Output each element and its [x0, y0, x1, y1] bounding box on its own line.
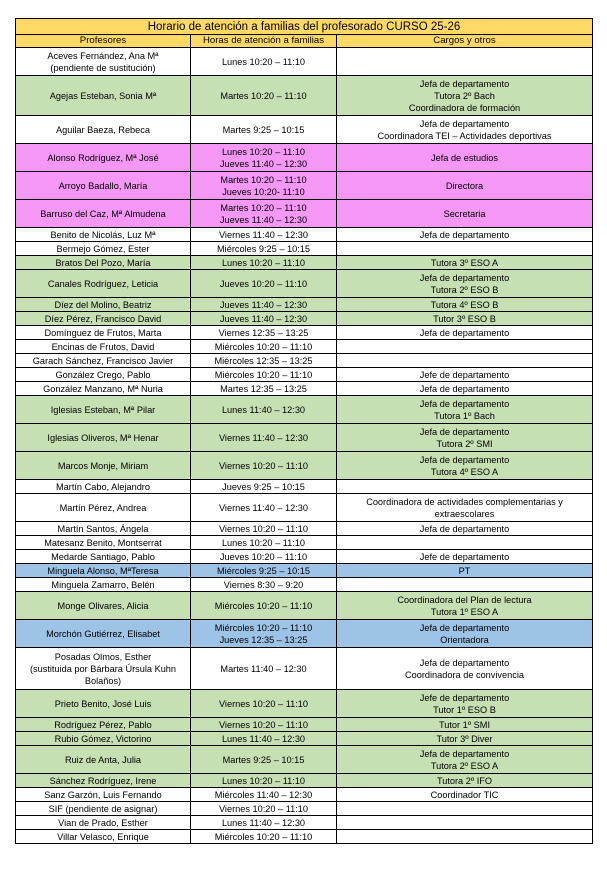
hours-cell — [191, 424, 337, 452]
table-row — [16, 368, 593, 382]
cargo-line: Jefe de departamento — [419, 551, 510, 562]
teacher-name-cell — [16, 452, 191, 480]
teacher-name-line: Martín Santos, Ángela — [57, 523, 149, 534]
cargos-cell — [337, 144, 593, 172]
cargo-line: Tutor 1º SMI — [438, 719, 490, 730]
teacher-name-cell — [16, 536, 191, 550]
hours-cell — [191, 788, 337, 802]
teacher-name-line: Arroyo Badallo, María — [58, 180, 148, 191]
teacher-name-line: Minguela Alonso, MªTeresa — [47, 565, 159, 576]
cargos-cell — [337, 116, 593, 144]
cargos-cell — [337, 76, 593, 116]
cargos-cell — [337, 312, 593, 326]
hours-line: Lunes 10:20 – 11:10 — [221, 146, 306, 157]
cargo-line: PT — [458, 565, 471, 576]
column-header-horas: Horas de atención a familias — [191, 35, 337, 48]
hours-cell — [191, 242, 337, 256]
cargo-line: Jefa de departamento — [419, 78, 510, 89]
teacher-name-cell — [16, 816, 191, 830]
teacher-name-cell — [16, 522, 191, 536]
schedule-sheet — [15, 18, 593, 844]
cargos-cell — [337, 690, 593, 718]
cargo-line: Secretaria — [443, 208, 486, 219]
hours-cell — [191, 550, 337, 564]
hours-cell — [191, 592, 337, 620]
hours-line: Viernes 10:20 – 11:10 — [218, 523, 309, 534]
hours-cell — [191, 48, 337, 76]
teacher-name-cell — [16, 480, 191, 494]
hours-line: Miércoles 11:40 – 12:30 — [214, 789, 313, 800]
hours-line: Jueves 11:40 – 12:30 — [219, 313, 308, 324]
teacher-name-line: Martín Pérez, Andrea — [59, 502, 147, 513]
hours-line: Miércoles 10:20 – 11:10 — [214, 341, 313, 352]
cargos-cell — [337, 732, 593, 746]
hours-line: Miércoles 9:25 – 10:15 — [217, 243, 310, 254]
teacher-name-cell — [16, 200, 191, 228]
hours-line: Martes 9:25 – 10:15 — [222, 754, 305, 765]
teacher-name-line: Díez Pérez, Francisco David — [44, 313, 162, 324]
hours-line: Viernes 8:30 – 9:20 — [223, 579, 304, 590]
teacher-name-cell — [16, 732, 191, 746]
hours-cell — [191, 396, 337, 424]
hours-cell — [191, 256, 337, 270]
hours-line: Lunes 11:40 – 12:30 — [221, 404, 306, 415]
hours-line: Martes 10:20 – 11:10 — [220, 174, 307, 185]
hours-cell — [191, 270, 337, 298]
cargos-cell — [337, 816, 593, 830]
teacher-name-line: Iglesias Esteban, Mª Pilar — [50, 404, 156, 415]
hours-cell — [191, 732, 337, 746]
table-row — [16, 648, 593, 690]
hours-line: Viernes 10:20 – 11:10 — [218, 698, 309, 709]
cargo-line: Jefa de departamento — [419, 272, 510, 283]
teacher-name-line: Encinas de Frutos, David — [51, 341, 155, 352]
hours-line: Jueves 9:25 – 10:15 — [222, 481, 305, 492]
teacher-name-line: Martín Cabo, Alejandro — [56, 481, 150, 492]
teacher-name-line: Benito de Nicolás, Luz Mª — [50, 229, 156, 240]
teacher-name-cell — [16, 396, 191, 424]
cargos-cell — [337, 340, 593, 354]
cargo-line: Jefa de departamento — [419, 327, 510, 338]
cargos-cell — [337, 228, 593, 242]
cargos-cell — [337, 494, 593, 522]
hours-cell — [191, 620, 337, 648]
teacher-name-cell — [16, 242, 191, 256]
teacher-name-cell — [16, 592, 191, 620]
hours-line: Lunes 10:20 – 11:10 — [221, 537, 306, 548]
teacher-name-line: Sánchez Rodríguez, Irene — [49, 775, 157, 786]
cargo-line: Jefe de departamento — [419, 369, 510, 380]
teacher-name-cell — [16, 340, 191, 354]
hours-line: Lunes 11:40 – 12:30 — [221, 817, 306, 828]
cargo-line: Jefa de departamento — [419, 454, 510, 465]
cargo-line: Orientadora — [440, 634, 489, 645]
cargos-cell — [337, 452, 593, 480]
hours-line: Lunes 10:20 – 11:10 — [221, 775, 306, 786]
table-row — [16, 480, 593, 494]
teacher-name-cell — [16, 48, 191, 76]
cargo-line: Tutora 2º ESO B — [430, 284, 499, 295]
table-row — [16, 690, 593, 718]
hours-cell — [191, 144, 337, 172]
cargos-cell — [337, 396, 593, 424]
cargo-line: Jefa de departamento — [419, 426, 510, 437]
teacher-name-cell — [16, 144, 191, 172]
cargo-line: Tutora 1º ESO A — [430, 606, 499, 617]
hours-cell — [191, 76, 337, 116]
table-row — [16, 452, 593, 480]
teacher-name-cell — [16, 830, 191, 844]
cargos-cell — [337, 774, 593, 788]
table-row — [16, 382, 593, 396]
hours-line: Jueves 10:20 – 11:10 — [219, 278, 308, 289]
teacher-name-cell — [16, 228, 191, 242]
hours-line: Jueves 11:40 – 12:30 — [219, 299, 308, 310]
cargos-cell — [337, 718, 593, 732]
teacher-name-line: Garach Sánchez, Francisco Javier — [32, 355, 174, 366]
teacher-name-cell — [16, 172, 191, 200]
table-row — [16, 620, 593, 648]
hours-line: Jueves 10:20 – 11:10 — [219, 551, 308, 562]
cargos-cell — [337, 354, 593, 368]
cargo-line: Tutora 2º IFO — [436, 775, 493, 786]
hours-cell — [191, 368, 337, 382]
teacher-name-line: González Manzano, Mª Nuria — [43, 383, 163, 394]
cargos-cell — [337, 326, 593, 340]
teacher-name-line: Posadas Olmos, Esther — [54, 651, 152, 662]
hours-cell — [191, 354, 337, 368]
hours-line: Miércoles 10:20 – 11:10 — [214, 622, 313, 633]
cargos-cell — [337, 242, 593, 256]
teacher-name-line: Medarde Santiago, Pablo — [51, 551, 155, 562]
teacher-name-line: Alonso Rodríguez, Mª José — [47, 152, 159, 163]
table-row — [16, 48, 593, 76]
teacher-name-cell — [16, 802, 191, 816]
cargos-cell — [337, 256, 593, 270]
hours-cell — [191, 340, 337, 354]
hours-line: Miércoles 10:20 – 11:10 — [214, 600, 313, 611]
cargos-cell — [337, 830, 593, 844]
teacher-name-line: Sanz Garzón, Luis Fernando — [44, 789, 162, 800]
cargos-cell — [337, 620, 593, 648]
teacher-name-line: Vian de Prado, Esther — [58, 817, 148, 828]
hours-line: Lunes 11:40 – 12:30 — [221, 733, 306, 744]
hours-line: Viernes 11:40 – 12:30 — [218, 502, 309, 513]
teacher-name-line: Morchón Gutiérrez, Elisabet — [46, 628, 160, 639]
hours-cell — [191, 494, 337, 522]
teacher-name-line: (pendiente de sustitución) — [50, 62, 156, 73]
hours-cell — [191, 816, 337, 830]
cargos-cell — [337, 578, 593, 592]
cargo-line: Tutor 1º ESO B — [433, 704, 496, 715]
hours-cell — [191, 522, 337, 536]
cargos-cell — [337, 564, 593, 578]
cargo-line: Directora — [445, 180, 484, 191]
column-header-cargos: Cargos y otros — [337, 35, 593, 48]
hours-cell — [191, 746, 337, 774]
table-row — [16, 732, 593, 746]
cargo-line: Tutor 3º Diver — [436, 733, 493, 744]
cargos-cell — [337, 746, 593, 774]
hours-line: Lunes 10:20 – 11:10 — [221, 56, 306, 67]
cargo-line: Jefa de departamento — [419, 657, 510, 668]
cargos-cell — [337, 550, 593, 564]
table-row — [16, 494, 593, 522]
teacher-name-line: SIF (pendiente de asignar) — [48, 803, 158, 814]
table-row — [16, 802, 593, 816]
teacher-name-line: Prieto Benito, José Luis — [54, 698, 152, 709]
hours-line: Martes 10:20 – 11:10 — [220, 90, 307, 101]
hours-cell — [191, 200, 337, 228]
hours-cell — [191, 564, 337, 578]
cargo-line: Coordinador TIC — [430, 789, 499, 800]
hours-line: Jueves 10:20- 11:10 — [222, 186, 305, 197]
teacher-name-line: Minguela Zamarro, Belén — [51, 579, 155, 590]
table-row — [16, 326, 593, 340]
teacher-name-cell — [16, 690, 191, 718]
table-row — [16, 746, 593, 774]
teacher-name-line: Aceves Fernández, Ana Mª — [47, 50, 159, 61]
column-header-profesores: Profesores — [16, 35, 191, 48]
cargos-cell — [337, 48, 593, 76]
hours-cell — [191, 312, 337, 326]
table-row — [16, 242, 593, 256]
cargos-cell — [337, 270, 593, 298]
table-row — [16, 774, 593, 788]
cargos-cell — [337, 424, 593, 452]
teacher-name-line: Marcos Monje, Miriam — [57, 460, 149, 471]
cargo-line: Coordinadora de actividades complementarias y extraescolares — [366, 496, 563, 519]
teacher-name-cell — [16, 298, 191, 312]
cargo-line: Jefa de departamento — [419, 748, 510, 759]
teacher-name-cell — [16, 494, 191, 522]
table-row — [16, 200, 593, 228]
hours-line: Viernes 11:40 – 12:30 — [218, 229, 309, 240]
teacher-name-cell — [16, 774, 191, 788]
table-row — [16, 76, 593, 116]
teacher-name-cell — [16, 116, 191, 144]
teacher-name-cell — [16, 746, 191, 774]
cargos-cell — [337, 802, 593, 816]
hours-line: Martes 11:40 – 12:30 — [220, 663, 307, 674]
teacher-name-line: Canales Rodríguez, Leticia — [47, 278, 159, 289]
teacher-name-line: Bermejo Gómez, Ester — [56, 243, 150, 254]
table-row — [16, 788, 593, 802]
table-row — [16, 550, 593, 564]
cargos-cell — [337, 480, 593, 494]
table-row — [16, 144, 593, 172]
cargos-cell — [337, 200, 593, 228]
table-row — [16, 312, 593, 326]
cargo-line: Jefa de estudios — [431, 152, 498, 163]
hours-line: Viernes 10:20 – 11:10 — [218, 803, 309, 814]
hours-line: Jueves 11:40 – 12:30 — [219, 158, 308, 169]
teacher-name-cell — [16, 620, 191, 648]
hours-line: Miércoles 9:25 – 10:15 — [217, 565, 310, 576]
table-body — [16, 48, 593, 844]
cargo-line: Coordinadora TEI – Actividades deportivas — [377, 130, 552, 141]
teacher-name-line: González Crego, Pablo — [55, 369, 151, 380]
hours-line: Viernes 10:20 – 11:10 — [218, 719, 309, 730]
teacher-name-cell — [16, 550, 191, 564]
teacher-name-cell — [16, 256, 191, 270]
cargo-line: Jefa de departamento — [419, 523, 510, 534]
table-row — [16, 830, 593, 844]
table-row — [16, 592, 593, 620]
cargo-line: Jefa de departamento — [419, 622, 510, 633]
table-row — [16, 270, 593, 298]
table-row — [16, 298, 593, 312]
cargo-line: Jefa de departamento — [419, 118, 510, 129]
hours-cell — [191, 718, 337, 732]
table-row — [16, 718, 593, 732]
table-row — [16, 578, 593, 592]
cargo-line: Jefa de departamento — [419, 383, 510, 394]
teacher-name-line: Aguilar Baeza, Rebeca — [56, 124, 150, 135]
hours-cell — [191, 690, 337, 718]
teacher-name-line: Bolaños) — [84, 675, 122, 686]
hours-cell — [191, 116, 337, 144]
hours-line: Lunes 10:20 – 11:10 — [221, 257, 306, 268]
cargo-line: Tutora 2º ESO A — [430, 760, 499, 771]
hours-cell — [191, 298, 337, 312]
table-row — [16, 354, 593, 368]
schedule-table — [15, 18, 593, 844]
teacher-name-cell — [16, 312, 191, 326]
teacher-name-cell — [16, 424, 191, 452]
teacher-name-cell — [16, 382, 191, 396]
cargos-cell — [337, 382, 593, 396]
teacher-name-line: Díez del Molino, Beatriz — [54, 299, 152, 310]
teacher-name-line: Rodríguez Pérez, Pablo — [54, 719, 152, 730]
hours-line: Martes 12:35 – 13:25 — [220, 383, 307, 394]
cargo-line: Tutora 1º Bach — [434, 410, 495, 421]
teacher-name-line: Bratos Del Pozo, María — [55, 257, 151, 268]
hours-cell — [191, 648, 337, 690]
hours-cell — [191, 536, 337, 550]
teacher-name-cell — [16, 788, 191, 802]
teacher-name-line: Agejas Esteban, Sonia Mª — [49, 90, 157, 101]
hours-cell — [191, 228, 337, 242]
teacher-name-line: Domínguez de Frutos, Marta — [44, 327, 162, 338]
cargos-cell — [337, 536, 593, 550]
cargo-line: Jefa de departamento — [419, 398, 510, 409]
table-row — [16, 816, 593, 830]
cargo-line: Tutora 3º ESO A — [430, 257, 499, 268]
table-row — [16, 424, 593, 452]
hours-cell — [191, 452, 337, 480]
table-row — [16, 172, 593, 200]
teacher-name-line: Monge Olivares, Alicia — [57, 600, 149, 611]
hours-line: Miércoles 10:20 – 11:10 — [214, 831, 313, 842]
cargo-line: Jefa de departamento — [419, 229, 510, 240]
hours-cell — [191, 382, 337, 396]
hours-line: Miércoles 12:35 – 13:25 — [214, 355, 313, 366]
cargos-cell — [337, 592, 593, 620]
cargos-cell — [337, 522, 593, 536]
hours-cell — [191, 578, 337, 592]
teacher-name-cell — [16, 718, 191, 732]
teacher-name-cell — [16, 354, 191, 368]
table-row — [16, 340, 593, 354]
cargos-cell — [337, 788, 593, 802]
hours-cell — [191, 326, 337, 340]
teacher-name-cell — [16, 564, 191, 578]
cargos-cell — [337, 648, 593, 690]
table-row — [16, 116, 593, 144]
teacher-name-cell — [16, 578, 191, 592]
teacher-name-cell — [16, 368, 191, 382]
teacher-name-cell — [16, 76, 191, 116]
hours-line: Miércoles 10:20 – 11:10 — [214, 369, 313, 380]
hours-line: Martes 10:20 – 11:10 — [220, 202, 307, 213]
teacher-name-line: (sustituida por Bárbara Úrsula Kuhn — [29, 663, 177, 674]
cargo-line: Tutor 3º ESO B — [433, 313, 496, 324]
hours-line: Jueves 11:40 – 12:30 — [219, 214, 308, 225]
cargos-cell — [337, 368, 593, 382]
teacher-name-cell — [16, 326, 191, 340]
teacher-name-line: Villar Velasco, Enrique — [57, 831, 149, 842]
hours-cell — [191, 802, 337, 816]
table-row — [16, 256, 593, 270]
hours-cell — [191, 480, 337, 494]
teacher-name-line: Rubio Gómez, Victorino — [54, 733, 152, 744]
teacher-name-line: Ruiz de Anta, Julia — [64, 754, 142, 765]
teacher-name-cell — [16, 648, 191, 690]
hours-line: Jueves 12:35 – 13:25 — [219, 634, 308, 645]
table-row — [16, 228, 593, 242]
cargo-line: Jefe de departamento — [419, 692, 510, 703]
cargo-line: Coordinadora del Plan de lectura — [397, 594, 532, 605]
table-row — [16, 396, 593, 424]
table-row — [16, 564, 593, 578]
cargo-line: Coordinadora de convivencia — [404, 669, 524, 680]
cargos-cell — [337, 172, 593, 200]
table-title: Horario de atención a familias del profesorado CURSO 25-26 — [16, 19, 593, 35]
teacher-name-line: Iglesias Oliveros, Mª Henar — [47, 432, 159, 443]
hours-cell — [191, 830, 337, 844]
hours-line: Viernes 10:20 – 11:10 — [218, 460, 309, 471]
cargo-line: Tutora 4º ESO B — [430, 299, 499, 310]
cargos-cell — [337, 298, 593, 312]
hours-line: Viernes 11:40 – 12:30 — [218, 432, 309, 443]
hours-line: Viernes 12:35 – 13:25 — [218, 327, 309, 338]
hours-line: Martes 9:25 – 10:15 — [222, 124, 305, 135]
table-row — [16, 522, 593, 536]
cargo-line: Coordinadora de formación — [408, 102, 521, 113]
table-row — [16, 536, 593, 550]
cargo-line: Tutora 2º SMI — [436, 438, 493, 449]
teacher-name-line: Matesanz Benito, Montserrat — [44, 537, 162, 548]
cargo-line: Tutora 2º Bach — [434, 90, 495, 101]
cargo-line: Tutora 4º ESO A — [430, 466, 499, 477]
teacher-name-cell — [16, 270, 191, 298]
hours-cell — [191, 172, 337, 200]
teacher-name-line: Barruso del Caz, Mª Almudena — [40, 208, 166, 219]
hours-cell — [191, 774, 337, 788]
